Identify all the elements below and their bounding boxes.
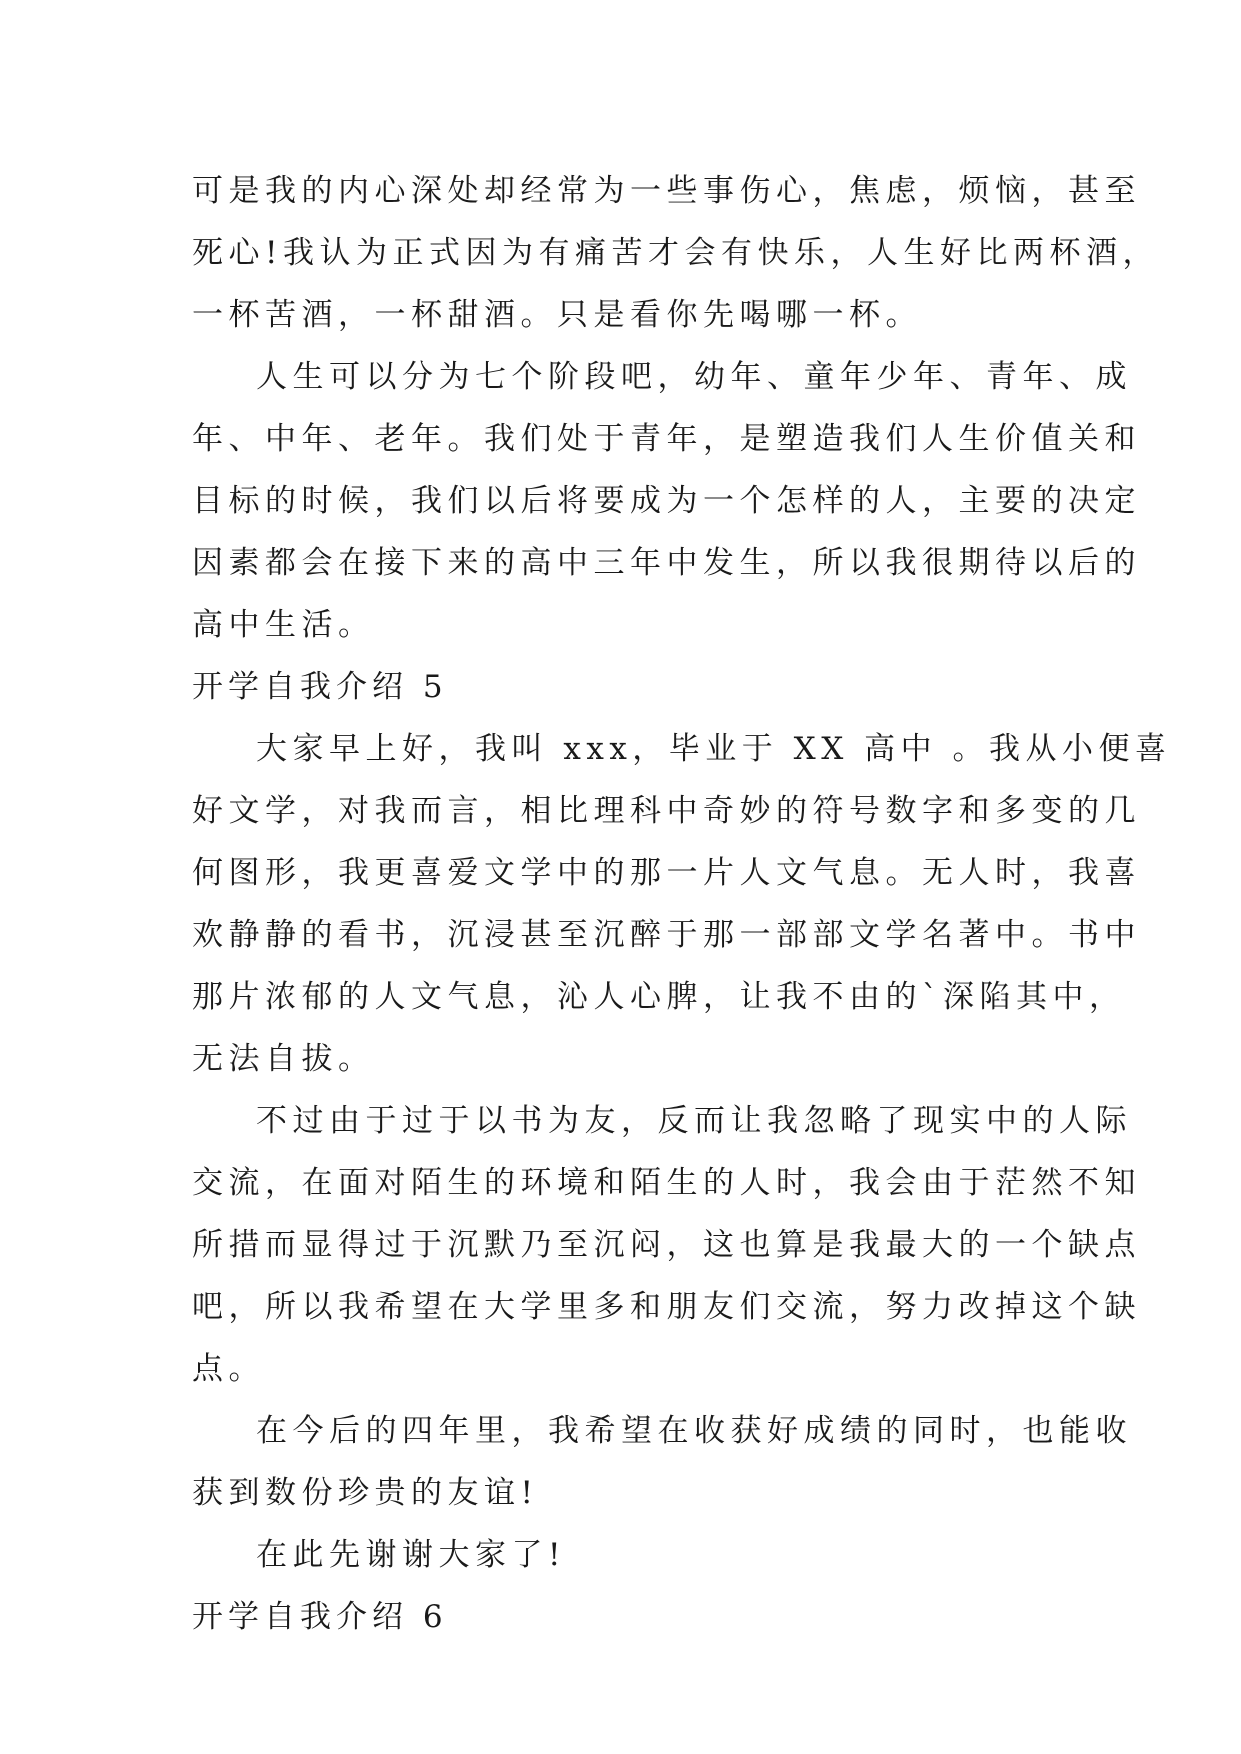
text-line: 获到数份珍贵的友谊!	[192, 1475, 539, 1511]
text-line: 因素都会在接下来的高中三年中发生，所以我很期待以后的	[192, 545, 1141, 581]
text-line: 吧，所以我希望在大学里多和朋友们交流，努力改掉这个缺	[192, 1289, 1141, 1325]
text-line: 可是我的内心深处却经常为一些事伤心，焦虑，烦恼，甚至	[192, 173, 1141, 209]
text-line: 无法自拔。	[192, 1041, 375, 1077]
document-page	[192, 160, 1172, 1648]
paragraph-start-line: 在此先谢谢大家了!	[256, 1537, 566, 1573]
text-line: 一杯苦酒，一杯甜酒。只是看你先喝哪一杯。	[192, 297, 922, 333]
paragraph-start-line: 人生可以分为七个阶段吧，幼年、童年少年、青年、成	[256, 359, 1132, 395]
text-line: 高中生活。	[192, 607, 375, 643]
section-heading: 开学自我介绍 5	[192, 669, 448, 705]
text-line: 点。	[192, 1351, 265, 1387]
text-line: 交流，在面对陌生的环境和陌生的人时，我会由于茫然不知	[192, 1165, 1141, 1201]
text-line: 所措而显得过于沉默乃至沉闷，这也算是我最大的一个缺点	[192, 1227, 1141, 1263]
paragraph-start-line: 大家早上好，我叫 xxx，毕业于 XX 高中 。我从小便喜	[256, 731, 1172, 767]
text-line: 欢静静的看书，沉浸甚至沉醉于那一部部文学名著中。书中	[192, 917, 1141, 953]
paragraph-start-line: 不过由于过于以书为友，反而让我忽略了现实中的人际	[256, 1103, 1132, 1139]
text-line: 年、中年、老年。我们处于青年，是塑造我们人生价值关和	[192, 421, 1141, 457]
text-line: 死心!我认为正式因为有痛苦才会有快乐，人生好比两杯酒，	[192, 235, 1159, 271]
paragraph-start-line: 在今后的四年里，我希望在收获好成绩的同时，也能收	[256, 1413, 1132, 1449]
text-line: 好文学，对我而言，相比理科中奇妙的符号数字和多变的几	[192, 793, 1141, 829]
text-line: 目标的时候，我们以后将要成为一个怎样的人，主要的决定	[192, 483, 1141, 519]
section-heading: 开学自我介绍 6	[192, 1599, 448, 1635]
text-line: 何图形，我更喜爱文学中的那一片人文气息。无人时，我喜	[192, 855, 1141, 891]
text-line: 那片浓郁的人文气息，沁人心脾，让我不由的`深陷其中，	[192, 979, 1126, 1015]
